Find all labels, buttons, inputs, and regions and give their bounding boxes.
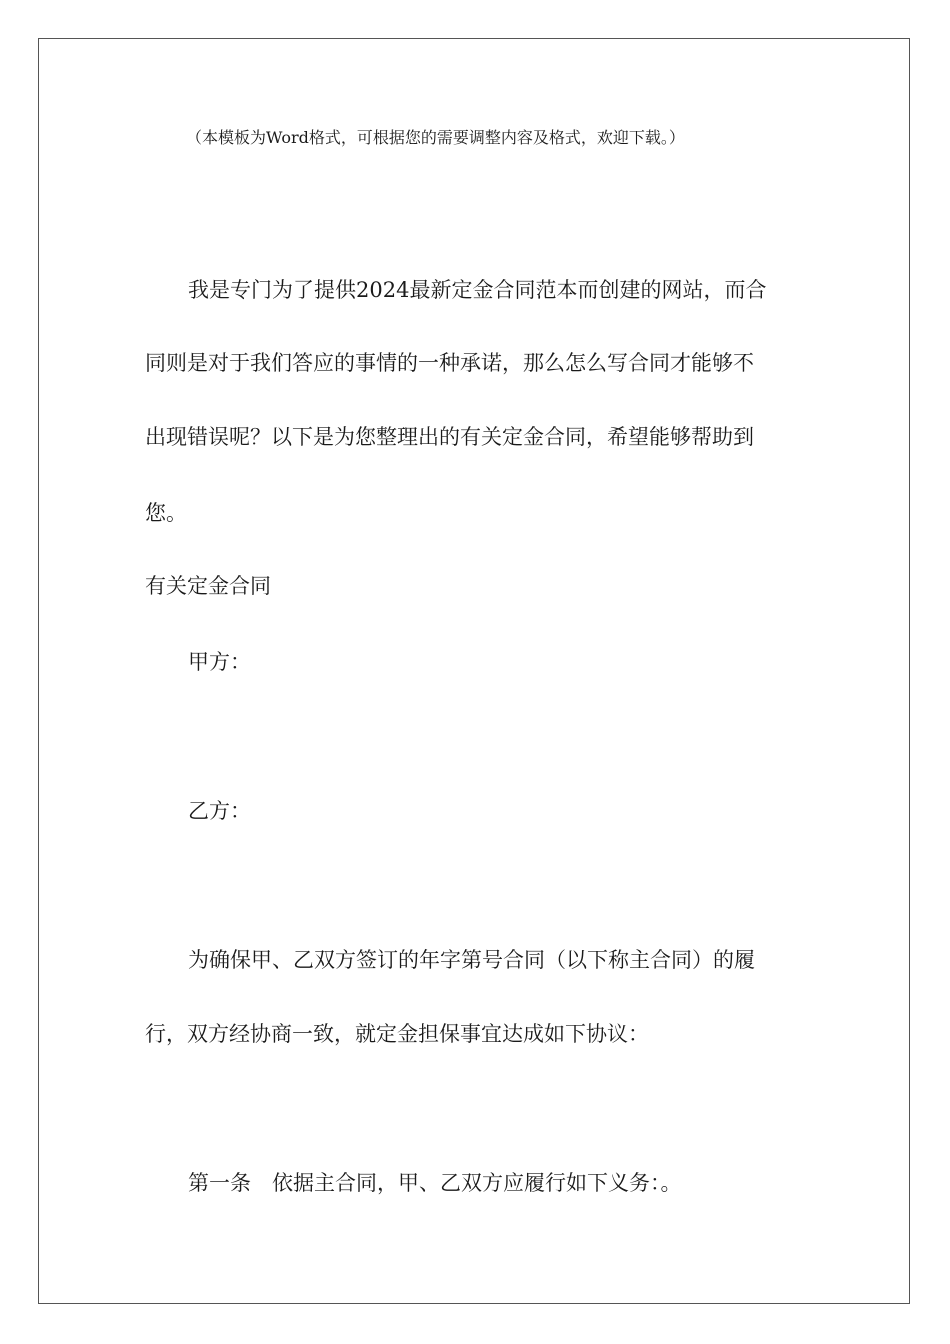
purpose-line-2: 行，双方经协商一致，就定金担保事宜达成如下协议： xyxy=(145,1022,649,1046)
page-frame xyxy=(38,38,910,1304)
purpose-line-1: 为确保甲、乙双方签订的年字第号合同（以下称主合同）的履 xyxy=(188,948,755,972)
article-1: 第一条 依据主合同，甲、乙双方应履行如下义务：。 xyxy=(188,1171,682,1195)
contract-title: 有关定金合同 xyxy=(145,574,271,598)
intro-line-3: 出现错误呢？以下是为您整理出的有关定金合同，希望能够帮助到 xyxy=(145,425,754,449)
party-a-label: 甲方： xyxy=(188,650,251,674)
intro-line-1: 我是专门为了提供2024最新定金合同范本而创建的网站，而合 xyxy=(188,278,767,302)
template-note: （本模板为Word格式，可根据您的需要调整内容及格式，欢迎下载。） xyxy=(186,128,685,147)
party-b-label: 乙方： xyxy=(188,799,251,823)
intro-line-4: 您。 xyxy=(145,501,187,525)
intro-line-2: 同则是对于我们答应的事情的一种承诺，那么怎么写合同才能够不 xyxy=(145,351,754,375)
